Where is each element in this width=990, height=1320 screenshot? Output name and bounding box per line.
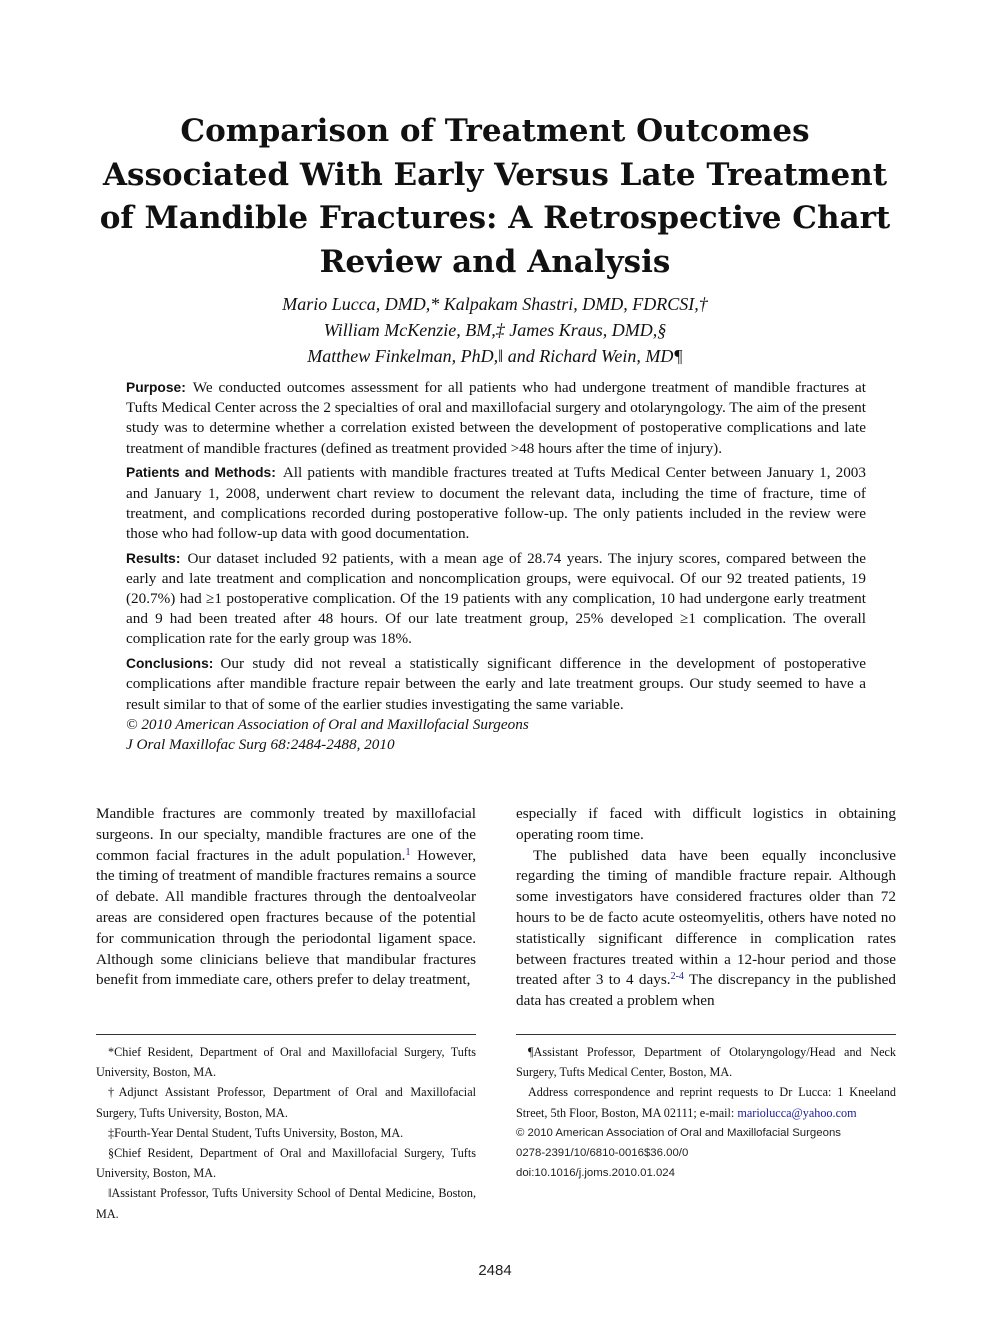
footnote-divider [516,1034,896,1035]
reference-link[interactable]: 1 [405,846,411,858]
journal-citation: J Oral Maxillofac Surg 68:2484-2488, 2010 [126,735,395,753]
abstract-copyright: © 2010 American Association of Oral and Maxillofacial Surgeons [126,715,529,733]
affiliation-footnote: ‖Assistant Professor, Tufts University School of Dental Medicine, Boston, MA. [96,1186,476,1221]
body-paragraph: especially if faced with difficult logistics in obtaining operating room time. [516,805,896,843]
author-line: Matthew Finkelman, PhD,‖ and Richard Wein, MD¶ [307,346,683,366]
abstract-label: Patients and Methods: [126,465,276,481]
abstract-text: All patients with mandible fractures treated at Tufts Medical Center between January 1, 2003 and January 1, 2008, underwent chart review to document the relevant data, including the time of fracture, time of treatment, and complications recorded during postoperative follow-up. The only patients included in the review were those who had follow-up data with good documentation. [126,464,866,542]
author-list [95,291,895,369]
body-paragraph: Mandible fractures are commonly treated by maxillofacial surgeons. In our specialty, mandible fractures are one of the common facial fractures in the adult population.$^1$ However, the timing of treatment of mandible fractures remains a source of debate. All mandible fractures through the dentoalveolar areas are considered open fractures because of the potential for communication through the periodontal ligament space. Although some clinicians believe that mandibular fractures benefit from immediate care, others prefer to delay treatment, [96,805,477,989]
abstract-label: Conclusions: [126,656,214,672]
doi-link[interactable]: doi:10.1016/j.joms.2010.01.024 [516,1167,675,1180]
abstract-label: Results: [126,550,181,566]
reference-link[interactable]: 2-4 [670,971,684,983]
footnote-copyright: © 2010 American Association of Oral and Maxillofacial Surgeons [516,1126,841,1139]
email-link[interactable]: mariolucca@yahoo.com [737,1105,857,1120]
abstract-text: Our dataset included 92 patients, with a mean age of 28.74 years. The injury scores, compared between the early and late treatment and complication and noncomplication groups, were equivocal. Of our 92 treated patients, 19 (20.7%) had ≥1 postoperative complication. Of the 19 patients with any complication, 10 had undergone early treatment and 9 had been treated after 48 hours. Of our late treatment group, 25% developed ≥1 complication. The overall complication rate for the early group was 18%. [126,549,866,648]
author-line: William McKenzie, BM,‡ James Kraus, DMD,§ [323,320,667,340]
body-column-left [96,804,476,991]
abstract-text: Our study did not reveal a statistically significant difference in the development of postoperative complications after mandible fracture repair between the early and late treatment groups. Our study seemed to have a result similar to that of some of the earlier studies investigating the same variable. [126,655,866,713]
abstract-conclusions [126,654,866,715]
affiliation-footnote: †Adjunct Assistant Professor, Department of Oral and Maxillofacial Surgery, Tufts University, Boston, MA. [96,1085,476,1120]
affiliation-footnote: ¶Assistant Professor, Department of Otolaryngology/Head and Neck Surgery, Tufts Medical Center, Boston, MA. [516,1045,896,1080]
affiliation-footnote: *Chief Resident, Department of Oral and Maxillofacial Surgery, Tufts University, Boston, MA. [96,1045,476,1080]
abstract-label: Purpose: [126,380,186,395]
abstract-results [126,549,866,650]
author-line: Mario Lucca, DMD,* Kalpakam Shastri, DMD, FDRCSI,† [282,294,708,314]
correspondence-note: Address correspondence and reprint requests to Dr Lucca: 1 Kneeland Street, 5th Floor, Boston, MA 02111; e-mail: mariolucca@yahoo.com [516,1085,896,1120]
abstract-text: We conducted outcomes assessment for all patients who had undergone treatment of mandible fractures at Tufts Medical Center across the 2 specialties of oral and maxillofacial surgery and otolaryngology. The aim of the present study was to determine whether a correlation existed between the development of postoperative complications and late treatment of mandible fractures (defined as treatment provided >48 hours after the time of injury). [126,379,866,457]
abstract-methods [126,463,866,544]
footnote-divider [96,1034,476,1035]
article-title: Comparison of Treatment Outcomes Associated With Early Versus Late Treatment of Mandible Fractures: A Retrospective Chart Review and Analysis [99,113,891,280]
body-column-right [516,804,896,1012]
footnotes-left [96,1042,476,1224]
abstract [126,378,866,755]
affiliation-footnote: ‡Fourth-Year Dental Student, Tufts University, Boston, MA. [108,1125,404,1140]
page-number: 2484 [478,1262,512,1279]
body-paragraph: The published data have been equally inconclusive regarding the timing of mandible fracture repair. Although some investigators have considered fractures older than 72 hours to be de facto acute osteomyelitis, others have noted no statistically significant difference in complication rates between fractures treated within a 12-hour period and those treated after 3 to 4 days.$^{2-4}$ The discrepancy in the published data has created a problem when [516,846,896,1010]
issn-code: 0278-2391/10/6810-0016$36.00/0 [516,1147,689,1160]
abstract-purpose [126,378,866,459]
affiliation-footnote: §Chief Resident, Department of Oral and Maxillofacial Surgery, Tufts University, Boston, MA. [96,1146,476,1181]
footnotes-right [516,1042,896,1183]
